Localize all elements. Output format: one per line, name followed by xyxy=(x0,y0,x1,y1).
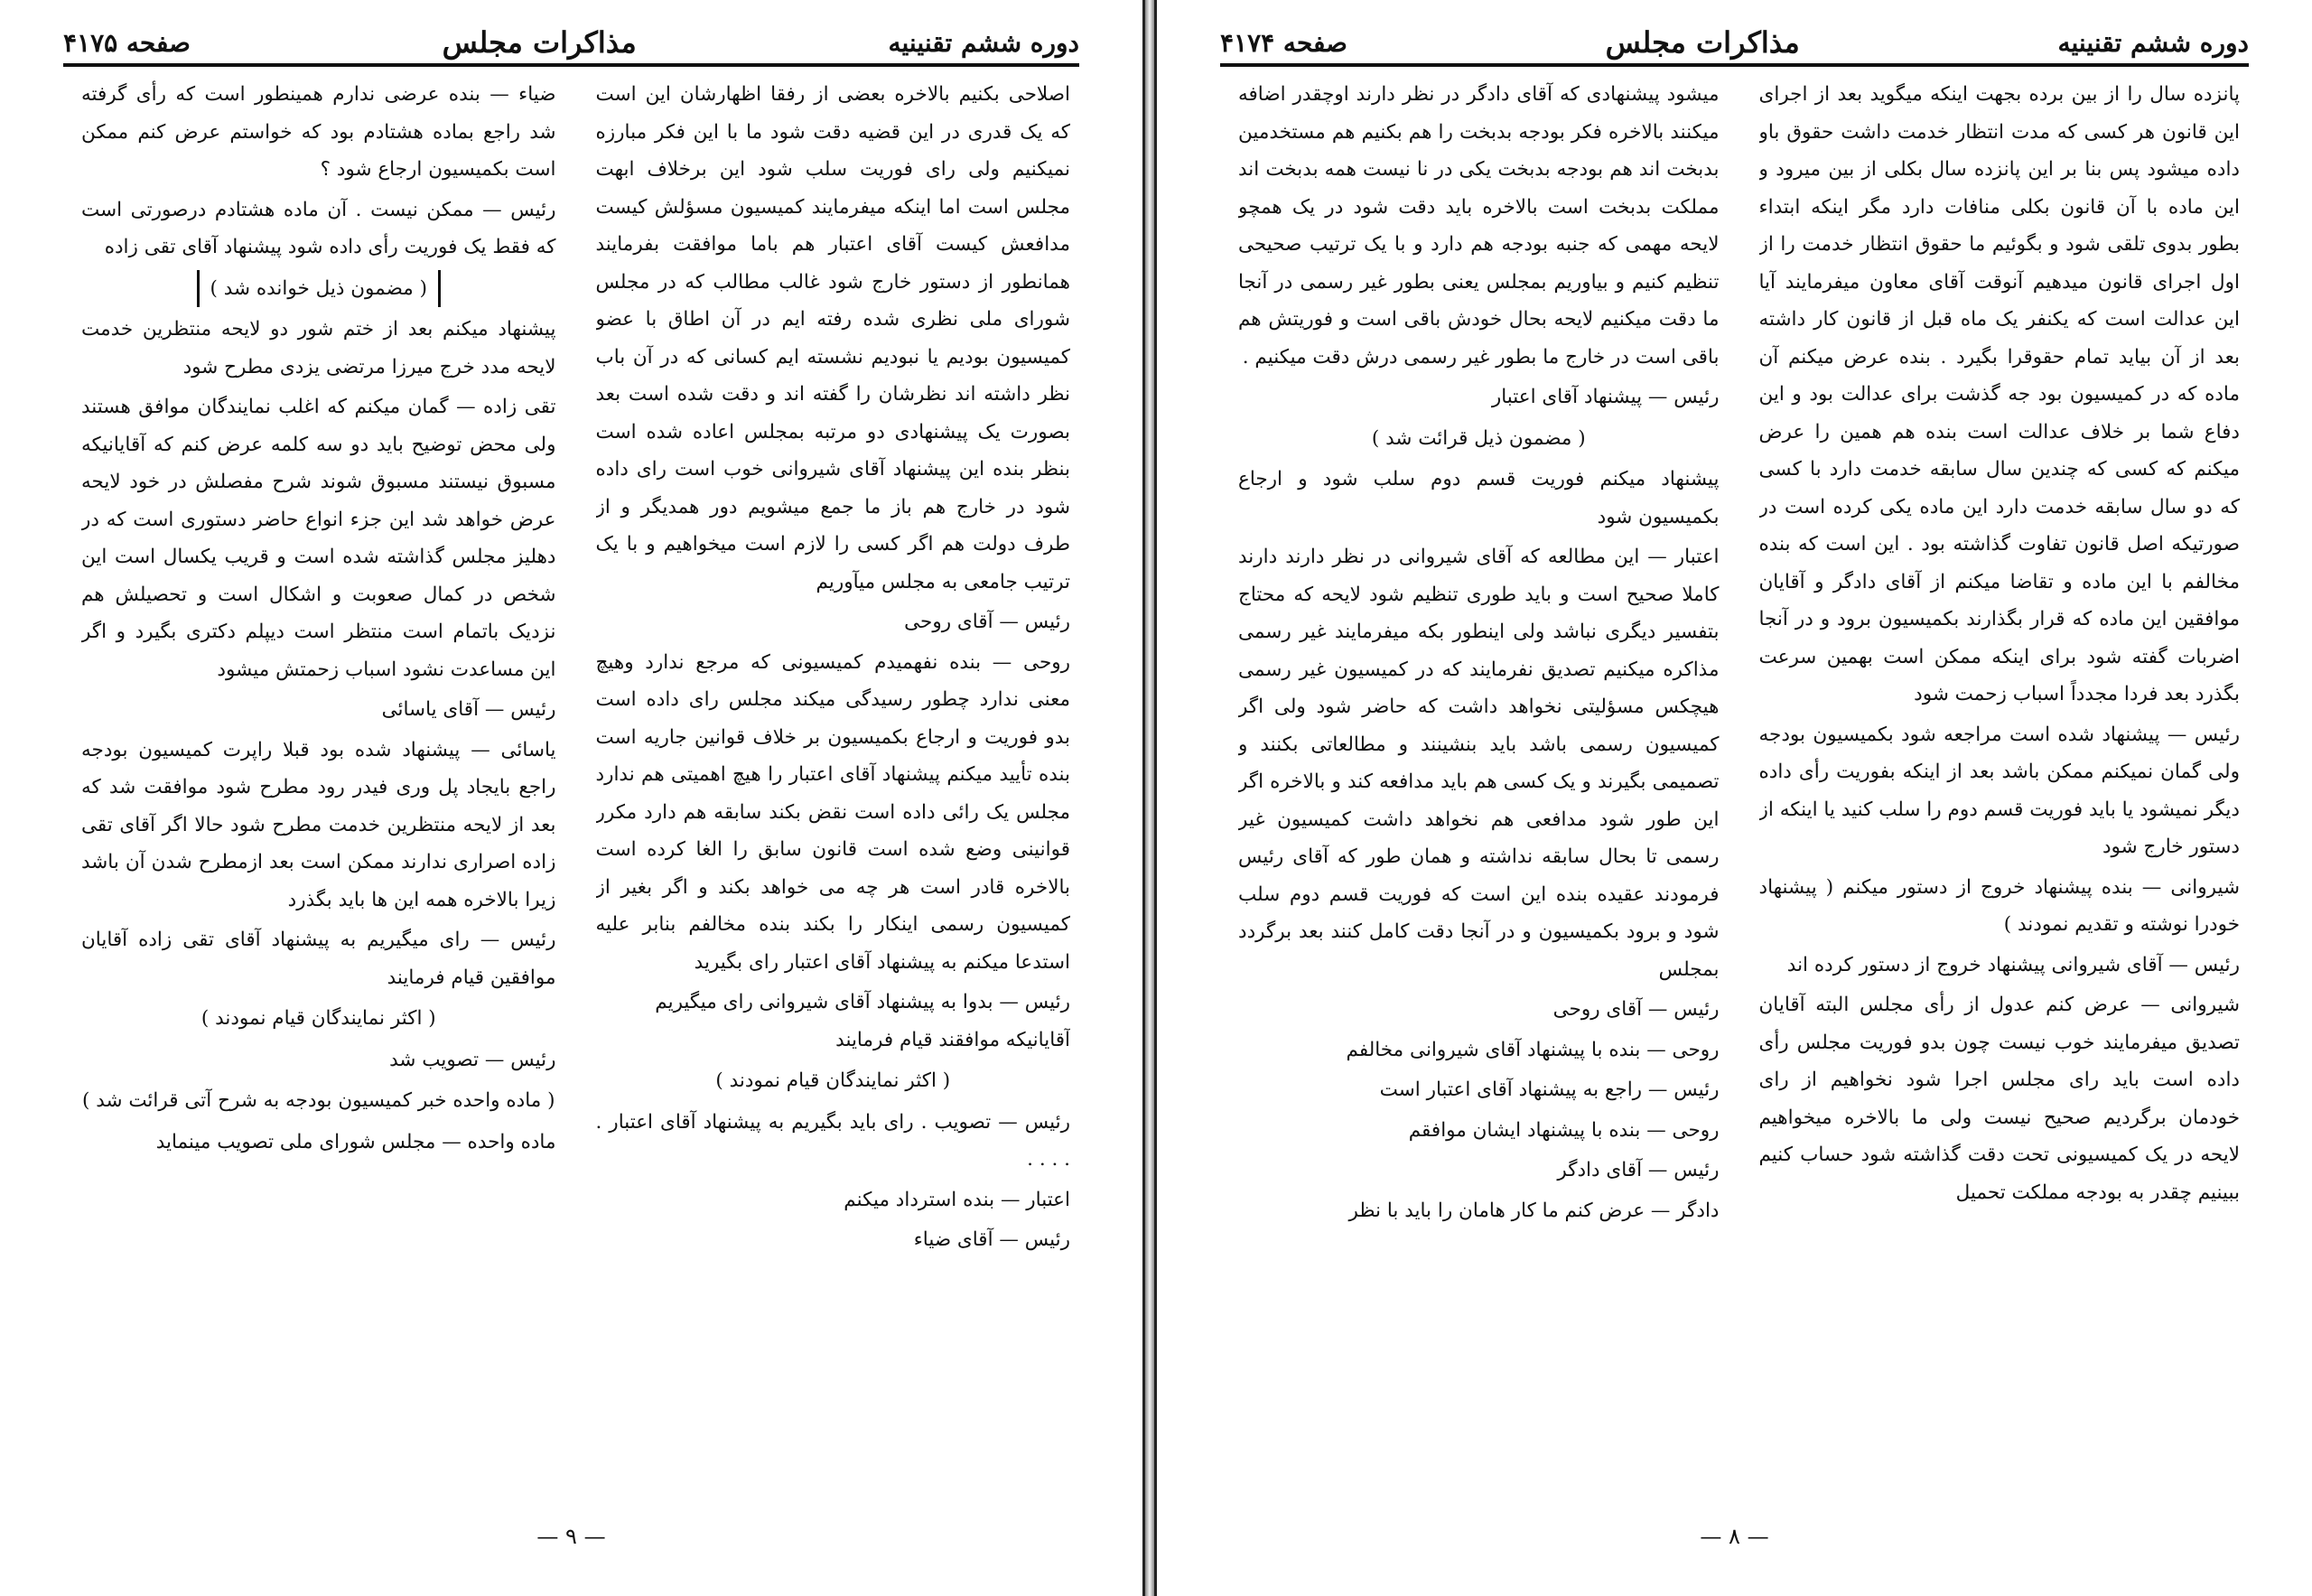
left-page-header xyxy=(63,22,1079,67)
page-number: صفحه ۴۱۷۴ xyxy=(1220,27,1347,58)
paragraph: شیروانی — بنده پیشنهاد خروج از دستور میکنم ( پیشنهاد خودرا نوشته و تقدیم نمودند ) xyxy=(1758,875,2240,936)
session-label: دوره ششم تقنینیه xyxy=(2057,27,2249,58)
paragraph: پانزده سال را از بین برده بجهت اینکه میگوید بعد از اجرای این قانون هر کسی که مدت انتظار خدمت داشت حقوق باو داده میشود پس بنا بر این پانزده سال بکلی از بین میرود و این ماده با آن قانون بکلی منافات دارد مگر اینکه ابتداء بطور بدوی تلقی شود و بگوئیم ما حقوق انتظار خدمت را از اول اجرای قانون میدهیم آنوقت آقای معاون میفرمایند آیا این عدالت است که یکنفر یک ماه قبل از قانون کار داشته بعد از آن بیاید تمام حقوقرا بگیرد . بنده عرض میکنم آن ماده که در کمیسیون بود جه گذشت برای عدالت بود و این دفاع شما بر خلاف عدالت است بنده هم همین را عرض میکنم که کسی که چندین سال سابقه خدمت دارد با کسی که دو سال سابقه خدمت دارد این ماده یکی کرده است در صورتیکه اصل قانون تفاوت گذاشته بود . این است که بنده مخالفم با این ماده و تقاضا میکنم از آقای دادگر و آقایان موافقین این ماده که قرار بگذارند بکمیسیون برود و در آنجا اضربات گفته شود برای اینکه ممکن است بهمین سرعت بگذرد بعد فردا مجدداً اسباب زحمت شود xyxy=(1758,83,2240,705)
book-gutter xyxy=(1145,0,1154,1596)
folio-number: — ۸ — xyxy=(1700,1524,1769,1549)
paragraph: رئیس — رای میگیریم به پیشنهاد آقای تقی زاده آقایان موافقین قیام فرمایند xyxy=(81,929,556,989)
paragraph: تقی زاده — گمان میکنم که اغلب نمایندگان موافق هستند ولی محض توضیح باید دو سه کلمه عرض کنم که آقایانیکه مسبوق نیستند مسبوق شوند شرح مفصلش در خود لایحه عرض خواهد شد این جزء انواع حاضر دستوری است که در دهلیز مجلس گذاشته شده است و قریب یکسال است این شخص در کمال صعوبت و اشکال است و تحصیلش هم نزدیک باتمام است منتظر است دیپلم دکتری بگیرد و اگر این مساعدت نشود اسباب زحمتش میشود xyxy=(81,396,556,681)
folio-number: — ۹ — xyxy=(536,1524,606,1549)
speaker-line: دادگر — عرض کنم ما کار هامان را باید با نظر xyxy=(1348,1199,1720,1222)
paragraph: پیشنهاد میکنم بعد از ختم شور دو لایحه منتظرین خدمت لایحه مدد خرج میرزا مرتضی یزدی مطرح شود xyxy=(81,318,556,378)
right-page-footer xyxy=(1157,1524,2312,1549)
text-column-left xyxy=(81,76,556,1515)
procedural-note: ( اکثر نمایندگان قیام نمودند ) xyxy=(200,1007,436,1030)
paragraph: میشود پیشنهادی که آقای دادگر در نظر دارند اوچقدر اضافه میکنند بالاخره فکر بودجه بدبخت را هم بکنیم هم مستخدمین بدبخت اند هم بودجه بدبخت یکی در نا نیست همه بدبخت اند مملکت بدبخت است بالاخره باید دقت شود در یک همچو لایحه مهمی که جنبه بودجه هم دارد و با یک ترتیب صحیحی تنظیم کنیم و بیاوریم بمجلس یعنی بطور غیر رسمی در آنجا ما دقت میکنیم لایحه بحال خودش باقی است و فوریتش هم باقی است در خارج ما بطور غیر رسمی درش دقت میکنیم . xyxy=(1238,83,1720,369)
speaker-line: رئیس — پیشنهاد آقای اعتبار xyxy=(1491,386,1720,408)
right-page xyxy=(1154,0,2312,1596)
speaker-line: رئیس — آقای روحی xyxy=(1552,998,1720,1021)
speaker-line: رئیس — آقای یاسائی xyxy=(381,698,556,721)
paragraph: ماده واحده — مجلس شورای ملی تصویب مینماید xyxy=(155,1130,556,1153)
paragraph: روحی — بنده نفهمیدم کمیسیونی که مرجع ندارد وهیچ معنی ندارد چطور رسیدگی میکند مجلس رای داده است بدو فوریت و ارجاع بکمیسیون بر خلاف قوانین جاریه است بنده تأیید میکنم پیشنهاد آقای اعتبار را هیچ اهمیتی هم ندارد مجلس یک رائی داده است نقض بکند سابقه هم دارد مکرر قوانینی وضع شده است قانون سابق را الغا کرده است بالاخره قادر است هر چه می خواهد بکند و اگر بغیر از کمیسیون رسمی اینکار را بکند بنده مخالفم بنابر علیه استدعا میکنم به پیشنهاد آقای اعتبار رای بگیرید xyxy=(595,650,1070,974)
speaker-line: رئیس — آقای روحی xyxy=(904,611,1070,633)
speaker-line: رئیس — آقای شیروانی پیشنهاد خروج از دستور کرده اند xyxy=(1786,953,2240,976)
text-column-right xyxy=(596,76,1071,1515)
right-page-header xyxy=(1220,22,2249,67)
paragraph: یاسائی — پیشنهاد شده بود قبلا راپرت کمیسیون بودجه راجع بایجاد پل وری فیدر رود مطرح شود موافقت شد که بعد از لایحه منتظرین خدمت مطرح شود حالا اگر آقای تقی زاده اصراری ندارند ممکن است بعد ازمطرح شدن آن باشد زیرا بالاخره همه این ها باید بگذرد xyxy=(81,738,556,911)
text-column-right xyxy=(1759,76,2241,1515)
speaker-line: رئیس — بدوا به پیشنهاد آقای شیروانی رای میگیریم آقایانیکه موافقند قیام فرمایند xyxy=(655,991,1070,1051)
paragraph: پیشنهاد میکنم فوریت قسم دوم سلب شود و ارجاع بکمیسیون شود xyxy=(1238,468,1720,528)
session-label: دوره ششم تقنینیه xyxy=(888,27,1079,58)
procedural-note xyxy=(81,270,556,308)
speaker-line: رئیس — آقای دادگر xyxy=(1557,1159,1720,1181)
speaker-line: اعتبار — بنده استرداد میکنم xyxy=(844,1188,1070,1211)
paragraph: اعتبار — این مطالعه که آقای شیروانی در نظر دارند دارند کاملا صحیح است و باید طوری تنظیم شود لایحه که محتاج بتفسیر دیگری نباشد ولی اینطور بکه میفرمایند غیر رسمی مذاکره میکنیم تصدیق نفرمایند که در کمیسیون غیر رسمی هیچکس مسؤلیتی نخواهد داشت که حاضر شود ولی اگر کمیسیون رسمی باشد باید بنشینند و مطالعاتی بکنند و تصمیمی بگیرند و یک کسی هم باید مدافعه کند و بالاخره اگر این طور شود مدافعی هم نخواهد داشت کمیسیون غیر رسمی تا بحال سابقه نداشته و همان طور که آقای رئیس فرمودند عقیده بنده این است که فوریت قسم دوم سلب شود و برود بکمیسیون و در آنجا دقت کامل کنند بعد برگردد بمجلس xyxy=(1238,546,1720,981)
page-title: مذاکرات مجلس xyxy=(442,25,637,60)
procedural-note: ( اکثر نمایندگان قیام نمودند ) xyxy=(715,1069,951,1092)
paragraph: رئیس — پیشنهاد شده است مراجعه شود بکمیسیون بودجه ولی گمان نمیکنم ممکن باشد بعد از اینکه بفوریت رأی داده دیگر نمیشود یا باید فوریت قسم دوم را سلب کنید یا اینکه از دستور خارج شود xyxy=(1758,723,2240,858)
right-page-columns xyxy=(1238,76,2240,1515)
speaker-line: روحی — بنده با پیشنهاد آقای شیروانی مخالفم xyxy=(1346,1038,1720,1061)
procedural-note: ( ماده واحده خبر کمیسیون بودجه به شرح آتی قرائت شد ) xyxy=(81,1089,555,1112)
text-column-left xyxy=(1238,76,1720,1515)
paragraph: رئیس — تصویب . رای باید بگیریم به پیشنهاد آقای اعتبار . . . . . xyxy=(595,1110,1070,1171)
page-number: صفحه ۴۱۷۵ xyxy=(63,27,191,58)
speaker-line: رئیس — تصویب شد xyxy=(389,1048,556,1071)
paragraph: ضیاء — بنده عرضی ندارم همینطور است که رأی گرفته شد راجع بماده هشتادم بود که خواستم عرض کنم ممکن است بکمیسیون ارجاع شود ؟ xyxy=(81,83,556,181)
speaker-line: رئیس — راجع به پیشنهاد آقای اعتبار است xyxy=(1379,1078,1720,1101)
speaker-line: رئیس — آقای ضیاء xyxy=(913,1228,1070,1251)
page-title: مذاکرات مجلس xyxy=(1605,25,1800,60)
boxed-note-text: ( مضمون ذیل خوانده شد ) xyxy=(197,270,441,308)
paragraph: اصلاحی بکنیم بالاخره بعضی از رفقا اظهارشان این است که یک قدری در این قضیه دقت شود ما با این فکر مبارزه نمیکنیم ولی رای فوریت سلب شود این برخلاف ابهت مجلس است اما اینکه میفرمایند کمیسیون مسؤلش کیست مدافعش کیست آقای اعتبار هم باما موافقت بفرمایند همانطور از دستور خارج شود غالب مطالب که در مجلس شورای ملی نظری شده رفته ایم در آن اطاق با عضو کمیسیون بودیم یا نبودیم نشسته ایم کسانی که در آن باب نظر داشته اند نظرشان را گفته اند و دقت شده است بعد بصورت یک پیشنهادی دو مرتبه بمجلس اعاده شده است بنظر بنده این پیشنهاد آقای شیروانی خوب است رای داده شود در خارج هم باز ما جمع میشویم دور همدیگر و از طرف دولت هم اگر کسی را لازم است میخواهیم و با یک ترتیب جامعی به مجلس میآوریم xyxy=(595,83,1070,593)
procedural-note: ( مضمون ذیل قرائت شد ) xyxy=(1371,426,1586,450)
speaker-line: روحی — بنده با پیشنهاد ایشان موافقم xyxy=(1408,1118,1720,1142)
paragraph: رئیس — ممکن نیست . آن ماده هشتادم درصورتی است که فقط یک فوریت رأی داده شود پیشنهاد آقای تقی زاده xyxy=(81,198,556,258)
left-page-columns xyxy=(81,76,1070,1515)
left-page xyxy=(0,0,1145,1596)
paragraph: شیروانی — عرض کنم عدول از رأی مجلس البته آقایان تصدیق میفرمایند خوب نیست چون بدو فوریت مجلس رأی داده است باید رای مجلس اجرا شود نخواهیم از رای خودمان برگردیم صحیح نیست ولی ما بالاخره میخواهیم لایحه در یک کمیسیونی تحت دقت گذاشته شود حساب کنیم ببینیم چقدر به بودجه مملکت تحمیل xyxy=(1758,994,2240,1204)
left-page-footer xyxy=(0,1524,1142,1549)
